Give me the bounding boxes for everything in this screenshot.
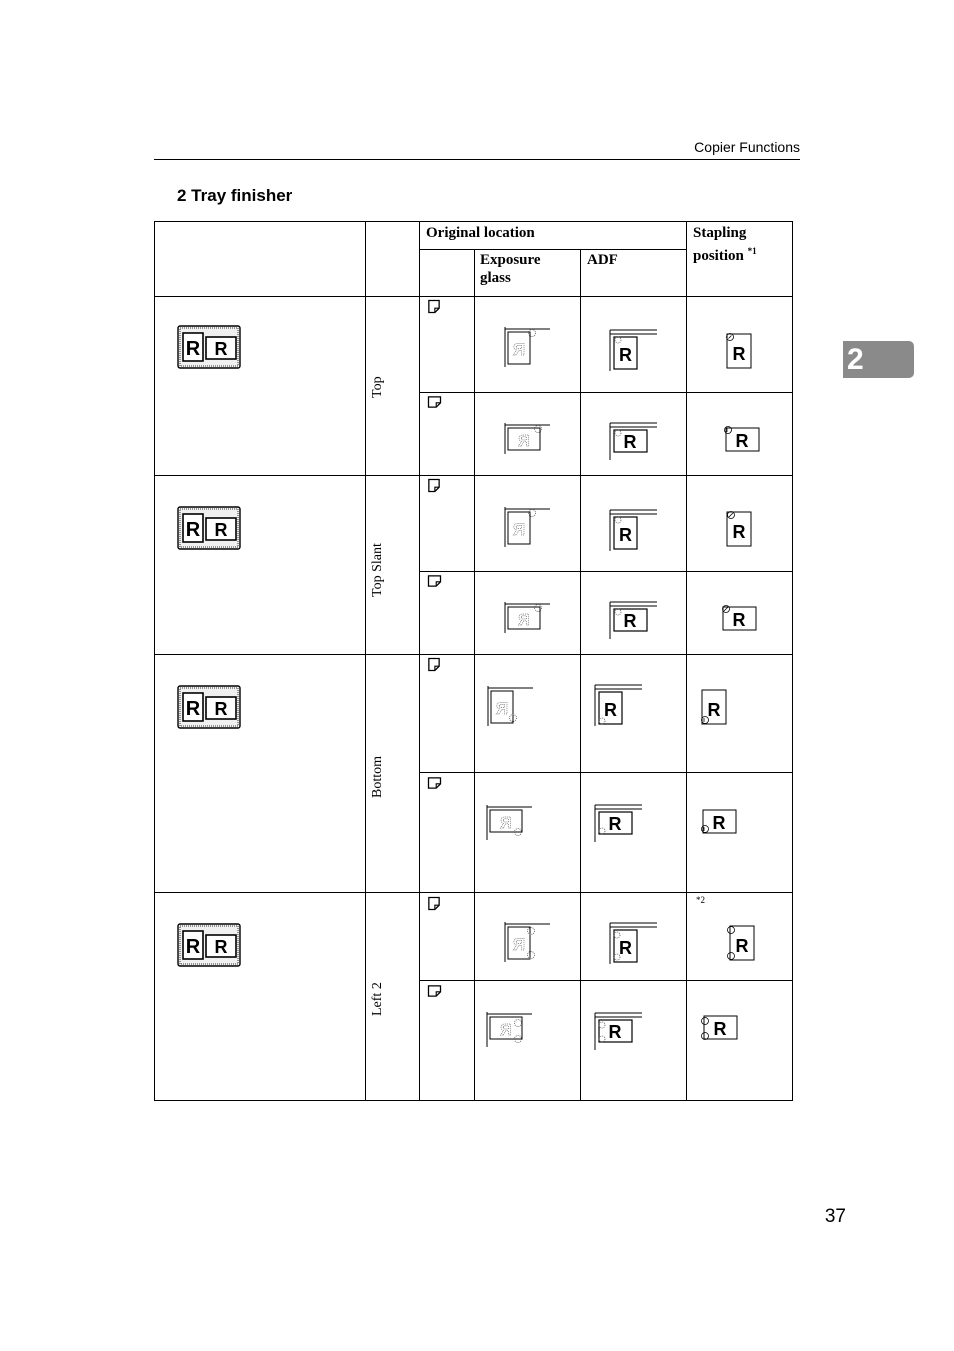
row-divider <box>419 980 793 981</box>
adf-diagram <box>605 597 665 641</box>
adf-diagram <box>605 418 665 462</box>
exposure-glass-diagram <box>500 502 560 550</box>
exposure-glass-diagram <box>483 681 543 729</box>
svg-text:R: R <box>732 344 746 364</box>
adf-diagram <box>590 1008 650 1052</box>
portrait-orientation-icon <box>428 299 440 314</box>
header-exposure-glass: Exposure glass <box>480 252 541 286</box>
adf-diagram <box>605 325 665 373</box>
svg-text:R: R <box>500 815 512 832</box>
header-rule <box>154 159 800 160</box>
portrait-orientation-icon <box>428 478 440 493</box>
row-divider <box>419 772 793 773</box>
svg-text:R: R <box>735 431 749 451</box>
svg-text:R: R <box>732 610 746 630</box>
exposure-glass-diagram <box>500 418 560 458</box>
chapter-tab <box>843 341 914 378</box>
table-header-subline <box>419 249 686 250</box>
staple-bottom-button-icon <box>177 685 241 729</box>
adf-diagram <box>605 505 665 553</box>
stapling-position-label: Stapling position <box>693 225 747 264</box>
row-divider <box>419 392 793 393</box>
landscape-orientation-icon <box>427 985 442 997</box>
col-divider <box>580 249 581 1101</box>
svg-text:R: R <box>619 938 632 958</box>
portrait-orientation-icon <box>428 657 440 672</box>
svg-text:R: R <box>707 700 721 720</box>
adf-diagram <box>590 800 650 844</box>
exposure-glass-diagram <box>482 800 542 844</box>
svg-text:R: R <box>604 700 617 720</box>
svg-text:R: R <box>500 1022 512 1039</box>
section-title: 2 Tray finisher <box>177 186 293 205</box>
stapled-copy-diagram <box>717 601 761 635</box>
page-number: 37 <box>824 1206 846 1227</box>
footnote-marker-2: *2 <box>696 895 705 905</box>
staple-left-2-button-icon <box>177 923 241 967</box>
svg-text:R: R <box>735 936 749 956</box>
chapter-number: 2 <box>847 343 864 376</box>
svg-text:R: R <box>495 699 509 718</box>
header-stapling-position <box>693 224 788 265</box>
exposure-glass-diagram <box>500 917 560 965</box>
stapling-table <box>154 221 793 1101</box>
svg-text:R: R <box>619 345 632 365</box>
col-divider <box>365 221 366 1101</box>
svg-text:R: R <box>512 340 526 359</box>
landscape-orientation-icon <box>427 575 442 587</box>
svg-text:R: R <box>608 814 622 834</box>
svg-text:R: R <box>518 612 530 629</box>
stapled-copy-diagram <box>697 806 741 840</box>
row-label-left-2: Left 2 <box>370 982 385 1016</box>
landscape-orientation-icon <box>427 396 442 408</box>
header-adf: ADF <box>587 252 618 268</box>
portrait-orientation-icon <box>428 896 440 911</box>
running-header: Copier Functions <box>694 139 800 155</box>
row-label-bottom: Bottom <box>370 755 385 798</box>
svg-text:R: R <box>732 522 746 542</box>
svg-text:R: R <box>512 935 526 954</box>
stapled-copy-diagram <box>697 684 733 728</box>
col-divider <box>686 221 687 1101</box>
table-border-right <box>792 221 793 1101</box>
col-divider <box>474 249 475 1101</box>
svg-text:R: R <box>623 611 637 631</box>
svg-text:R: R <box>623 432 637 452</box>
exposure-glass-diagram <box>482 1007 542 1051</box>
stapled-copy-diagram <box>722 328 758 372</box>
svg-text:R: R <box>619 525 632 545</box>
adf-diagram <box>590 680 650 728</box>
svg-text:R: R <box>712 813 726 833</box>
table-border-top <box>154 221 793 222</box>
stapled-copy-diagram <box>722 920 758 964</box>
footnote-marker: *1 <box>747 246 757 256</box>
stapled-copy-diagram <box>697 1012 741 1046</box>
row-label-top-slant: Top Slant <box>370 543 385 597</box>
staple-top-slant-button-icon <box>177 506 241 550</box>
col-divider <box>419 221 420 1101</box>
header-original-location: Original location <box>426 225 535 241</box>
landscape-orientation-icon <box>427 777 442 789</box>
stapled-copy-diagram <box>720 422 764 456</box>
svg-text:R: R <box>512 520 526 539</box>
exposure-glass-diagram <box>500 322 560 370</box>
row-label-top: Top <box>370 376 385 398</box>
exposure-glass-diagram <box>500 597 560 637</box>
staple-top-button-icon <box>177 325 241 369</box>
row-divider <box>419 571 793 572</box>
stapled-copy-diagram <box>722 506 758 550</box>
adf-diagram <box>605 918 665 966</box>
svg-text:R: R <box>518 433 530 450</box>
table-border-left <box>154 221 155 1101</box>
svg-text:R: R <box>713 1019 727 1039</box>
svg-text:R: R <box>608 1022 622 1042</box>
